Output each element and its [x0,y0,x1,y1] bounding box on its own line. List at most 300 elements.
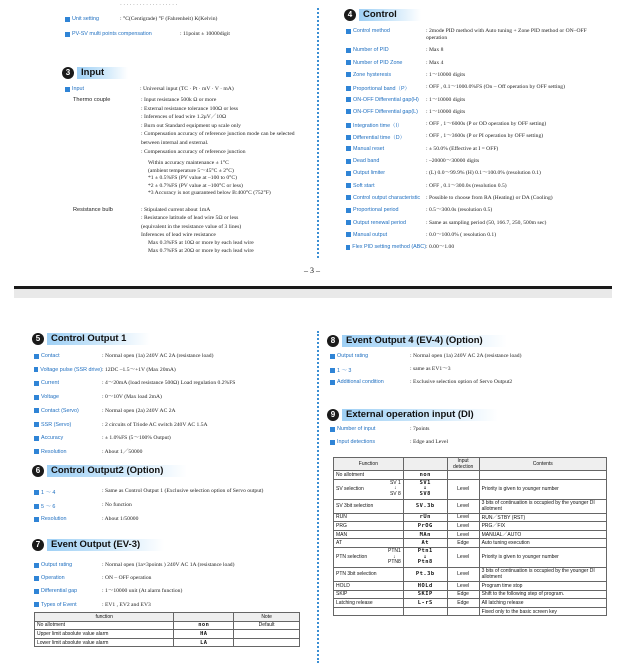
spec-value: : 4～20mA (load resistance 500Ω) Load regulation 0.2%FS [102,380,236,387]
spec-label-text: Current [41,380,59,387]
column-divider [317,8,319,258]
control-spec-row [346,109,465,116]
spec-page-4 [0,298,626,663]
function-cell: MAN [334,530,404,539]
spec-label [34,488,102,496]
table-row [334,499,607,513]
bullet-square-icon [34,589,39,594]
spec-label-text: Control output characteristic [353,194,421,201]
bullet-square-icon [34,354,39,359]
resistance-bulb-sub-line: Max 0.3%FS at 10Ω or more by each lead wire [148,240,254,246]
note-cell [234,630,300,639]
column-divider [317,331,319,663]
di-function-table: Function Input detection Contents No allotment non SV selection SV 1 ↓ SV 8 SV1 ↓ SV8 Level Priority is given to younger number SV 3bit selection SV.3b Level 3 bits of continuation is occupied by the younger DI allotment RUN rUn Level RUN／STBY (RST) PRG PrOG Level PRG／FIX MAN MAn Level MANUAL／AUTO AT At Edge Auto tuning execution PTN selection PTN1 ↓ PTN8 Ptn1 ↓ Ptn8 Level Priority is given to younger number PTN 3bit selection Pt.3b Level 3 bits of continuation is occupied by the younger DI allotment HOLD HOLd Level Program time stop SKIP SKIP Edge Shift to the following step of program. Latching release L-rS Edge All latching release Fixed only to the basic screen key [333,457,607,616]
display-code-cell: L-rS [403,599,447,608]
bullet-square-icon [330,380,335,385]
display-code-cell: rUn [403,513,447,522]
display-code-cell: SV.3b [403,499,447,513]
event-output-3-heading: 7 Event Output (EV-3) [32,538,164,551]
table-row [334,547,607,567]
function-cell: Latching release [334,599,404,608]
resistance-bulb-line: Inferences of lead wire resistance [141,232,216,239]
control-spec-row [346,220,546,227]
contents-cell: 3 bits of continuation is occupied by the younger DI allotment [479,567,606,581]
spec-label [330,439,410,445]
bullet-square-icon [34,367,38,372]
control-spec-row [346,28,587,42]
function-name: SV selection [336,486,364,493]
di-spec-row [330,426,429,433]
function-cell [334,547,404,567]
spec-label [34,449,102,455]
resistance-bulb-sub-line: Max 0.7%FS at 20Ω or more by each lead wire [148,248,254,254]
thermo-accuracy-line: Within accuracy maintenance ± 1°C [148,160,229,166]
bullet-square-icon [330,368,335,373]
spec-label-text: Integration time（I） [353,123,403,130]
spec-label-text: Output rating [337,353,369,359]
display-code-cell: Ptn1 ↓ Ptn8 [403,547,447,567]
contents-cell: Priority is given to younger number [479,479,606,499]
spec-value: : Edge and Level [410,439,449,445]
function-cell: Upper limit absolute value alarm [35,630,174,639]
bullet-square-icon [34,490,39,495]
spec-label-text: Dead band [353,158,380,164]
display-code-cell: non [403,471,447,480]
function-cell [334,607,404,616]
spec-label [34,502,102,510]
spec-label-text: Operation [41,575,65,582]
spec-label [346,109,426,115]
event-output-3-row [34,575,151,582]
spec-value: : 7points [410,426,430,432]
control-output-1-row [34,435,171,442]
spec-label [346,195,426,201]
spec-label-text: Differential time（D） [353,135,406,142]
detection-cell: Level [447,547,479,567]
thermo-accuracy-line: *2 ± 0.7%FS (PV value at –100°C or less) [148,182,243,189]
control-output-1-heading: 5 Control Output 1 [32,332,150,345]
table-row [334,539,607,548]
bullet-square-icon [34,381,39,386]
function-cell: PTN 3bit selection [334,567,404,581]
table-row [334,590,607,599]
bullet-square-icon [34,517,39,522]
spec-label [346,60,426,66]
spec-label [34,408,102,414]
spec-label-text: Number of PID Zone [353,59,403,66]
di-spec-row [330,439,448,446]
table-row [334,607,607,616]
control-spec-row [346,195,553,202]
spec-label-text: Control method [353,28,390,34]
spec-label [346,158,426,164]
function-cell: SV 3bit selection [334,499,404,513]
thermo-spec-line: : Input resistance 500k Ω or more [141,97,217,103]
spec-label-text: Voltage [41,394,59,401]
spec-label [346,47,426,53]
spec-label-text: Proportional band（P） [353,86,410,93]
spec-label-text: 1 ～ 4 [41,490,56,496]
spec-label [34,588,102,594]
bullet-square-icon [34,563,39,568]
control-output-1-row [34,367,176,374]
spec-label [346,121,426,129]
control-output-2-heading: 6 Control Output2 (Option) [32,464,187,477]
bullet-square-icon [346,245,350,250]
event-output-4-row [330,353,521,360]
spec-value: : 0.0～100.0% ( resolution 0.1) [426,231,497,238]
bullet-square-icon [346,29,351,34]
bullet-square-icon [34,408,39,413]
function-range: PTN1 ↓ PTN8 [388,548,401,566]
display-code-cell: SKIP [403,590,447,599]
spec-label [346,207,426,213]
contents-cell: Fixed only to the basic screen key [479,607,606,616]
control-output-1-row [34,380,235,387]
control-spec-row [346,72,465,79]
contents-cell: Priority is given to younger number [479,547,606,567]
function-cell: AT [334,539,404,548]
control-spec-row [346,121,546,129]
event-output-3-row [34,602,151,609]
control-output-1-row [34,394,162,401]
spec-value: : 2 circuits of Triode AC switch 240V AC 1.5A [102,421,208,428]
contents-cell [479,471,606,480]
bullet-square-icon [330,427,335,432]
detection-cell [447,471,479,480]
spec-value: : Max 4 [426,59,444,66]
spec-label-text: Manual output [353,231,388,238]
bullet-square-icon [34,395,39,400]
table-row [334,599,607,608]
bullet-square-icon [34,436,39,441]
bullet-square-icon [346,220,351,225]
bullet-square-icon [346,123,351,128]
spec-label [34,367,102,373]
spec-value: : Possible to choose from RA (Heating) or DA (Cooling) [426,194,553,201]
spec-label-text: Resolution [41,448,67,455]
spec-label-text: Output limiter [353,170,386,177]
spec-value: : EV1 , EV2 and EV3 [102,601,151,608]
spec-label [34,562,102,568]
bullet-square-icon [346,171,351,176]
unit-setting-row: Unit setting : °C(Centigrade) °F (Fahrenheit) K(Kelvin) [65,16,217,23]
detection-cell: Level [447,479,479,499]
control-spec-row [346,207,492,214]
spec-label-text: 5 ～ 6 [41,504,56,510]
control-output-2-row [34,516,138,523]
thermo-spec-line: : Burn out Standard equipment up scale only [141,122,241,129]
event-output-4-row [330,379,512,386]
spec-value: : (L) 0.0～99.9% (H) 0.1～100.0% (resolution 0.1) [426,170,541,177]
contents-cell: Shift to the following step of program. [479,590,606,599]
contents-cell: 3 bits of continuation is occupied by the younger DI allotment [479,499,606,513]
bullet-square-icon [346,146,351,151]
control-output-2-row [34,502,132,510]
table-row [334,522,607,531]
spec-page-3 [0,0,626,285]
control-spec-row [346,244,454,251]
thermo-spec-line: : Compensation accuracy of reference junction [141,148,246,155]
detection-cell: Level [447,567,479,581]
spec-label-text: Types of Event [41,601,77,608]
page-edge [14,286,612,289]
spec-value: : 1～10000 digits [426,71,466,78]
spec-label [34,602,102,608]
spec-label-text: Voltage pulse (SSR drive) [40,366,102,373]
spec-label [330,353,410,359]
spec-value: : Same as sampling period (50, 166.7, 250, 500m sec) [426,219,547,226]
spec-value: : OFF , 1～3600s (P or PI operation by OFF setting) [426,133,544,140]
spec-label [346,220,426,226]
contents-cell: All latching release [479,599,606,608]
spec-label-text: Flex PID setting method (ABC) [352,244,426,251]
display-code-cell: non [174,621,234,630]
display-code-cell: Pt.3b [403,567,447,581]
spec-label-text: Additional condition [337,379,384,386]
spec-label [34,516,102,522]
spec-label-text: Differential gap [41,588,78,595]
spec-label [346,244,426,250]
note-cell: Default [234,621,300,630]
spec-label-text: ON-OFF Differential gap(L) [353,108,418,115]
bullet-square-icon [346,183,351,188]
event-output-3-row [34,588,182,595]
detection-cell: Edge [447,590,479,599]
thermo-spec-line: : Compensation accuracy of reference junction mode can be selected [141,131,295,138]
spec-label [34,394,102,400]
thermo-couple-label: Thermo couple [73,97,111,103]
display-code-cell: At [403,539,447,548]
spec-value: : Normal open (1a) 240V AC 2A (resistance load) [410,353,522,359]
detection-cell: Level [447,522,479,531]
spec-value: : Normal open (1a×3points ) 240V AC 1A (resistance load) [102,562,235,568]
spec-label [346,183,426,189]
control-spec-row [346,183,507,190]
spec-label [346,28,426,34]
spec-value: : ± 1.0%FS (5～100% Output) [102,435,171,442]
bullet-square-icon [346,159,351,164]
spec-label-text: Output renewal period [353,219,407,226]
spec-label-text: Output rating [41,562,73,568]
spec-value: : Normal open (2a) 240V AC 2A [102,407,176,414]
contents-cell: Auto tuning execution [479,539,606,548]
spec-value: : Same as Control Output 1 (Exclusive selection option of Servo output) [102,488,264,494]
detection-cell: Level [447,581,479,590]
table-row [334,567,607,581]
control-spec-row [346,232,496,239]
spec-value: : About 1/50000 [102,516,139,522]
bullet-square-icon [346,232,351,237]
contents-cell: PRG／FIX [479,522,606,531]
control-spec-row [346,47,443,54]
input-row: Input : Universal input (TC · Pt · mV · V · mA) [65,86,234,93]
spec-label [34,575,102,581]
pv-sv-row: PV-SV multi points compensation : 11point ± 10000digit [65,31,230,38]
control-spec-row [346,170,541,177]
spec-label [346,97,426,103]
bullet-square-icon [346,60,351,65]
control-output-1-row [34,422,208,429]
thermo-accuracy-line: (ambient temperature 5～45°C ± 2°C) [148,167,234,174]
spec-value: : Exclusive selection option of Servo Output2 [410,379,513,386]
bullet-square-icon [330,354,335,359]
spec-value: : About 1／50000 [102,448,143,455]
spec-label [34,422,102,428]
resistance-bulb-line: : Resistance latitude of lead wire 5Ω or less [141,215,239,222]
spec-label-text: Input detections [337,439,376,445]
event-output-4-row [330,366,451,374]
control-spec-row [346,60,443,67]
spec-label-text: Soft start [353,182,375,189]
control-section-heading: 4 Control [344,8,421,21]
contents-cell: MANUAL／AUTO [479,530,606,539]
control-output-1-row [34,353,213,360]
thermo-spec-line: between internal and external. [141,140,209,146]
display-code-cell: HA [174,630,234,639]
table-row [35,638,300,647]
spec-value: : OFF , 0.1～1000.0%FS (On – Off operation by OFF setting) [426,84,565,91]
spec-value: : 1～10000 digits [426,96,466,103]
spec-label-text: 1 ～ 3 [337,368,352,375]
bullet-square-icon [346,135,351,140]
display-code-cell [403,607,447,616]
contents-cell: RUN／STBY (RST) [479,513,606,522]
table-row [334,479,607,499]
thermo-spec-line: : Inferences of lead wire 1.2μV／10Ω [141,114,227,121]
bullet-square-icon [34,422,39,427]
spec-label [34,380,102,386]
spec-label [346,232,426,238]
function-range: SV 1 ↓ SV 8 [389,479,401,497]
control-spec-row [346,146,498,153]
detection-cell: Edge [447,599,479,608]
table-row [334,581,607,590]
function-cell: PRG [334,522,404,531]
control-output-2-row [34,488,263,496]
spec-value: : Normal open (1a) 240V AC 2A (resistance load) [102,353,214,359]
spec-label-text: Contact (Servo) [41,407,79,414]
spec-value: : 0.5～300.0s (resolution 0.5) [426,207,493,214]
resistance-bulb-line: : Stipulated current about 1mA [141,207,211,213]
spec-label-text: Accuracy [41,435,64,442]
cut-off-line: · · · · · · · · · · · · · · · · · · [120,2,178,8]
display-code-cell: PrOG [403,522,447,531]
spec-label [330,379,410,385]
spec-label-text: SSR (Servo) [41,421,72,428]
di-heading: 9 External operation input (DI) [327,408,498,421]
spec-label-text: Resolution [41,516,67,522]
detection-cell: Edge [447,539,479,548]
table-row [334,471,607,480]
spec-value: : OFF , 0.1～300.0s (resolution 0.5) [426,182,507,189]
detection-cell: Level [447,513,479,522]
bullet-square-icon [346,72,351,77]
function-cell: Lower limit absolute value alarm [35,638,174,647]
function-cell [334,479,404,499]
control-spec-row [346,97,465,104]
event-function-table: function Note No allotment non Default Upper limit absolute value alarm HA Lower limit absolute value alarm LA [34,612,300,647]
bullet-square-icon [34,602,39,607]
spec-value: : No function [102,502,132,508]
spec-label-text: ON-OFF Differential gap(H) [353,96,419,103]
spec-value: : –20000～30000 digits [426,158,480,164]
note-cell [234,638,300,647]
function-name: PTN selection [336,554,368,561]
function-cell: No allotment [35,621,174,630]
spec-label [34,353,102,359]
page-number: – 3 – [304,266,320,275]
spec-value: : OFF , 1～6000s (P or OD operation by OFF setting) [426,121,547,128]
resistance-bulb-label: Resistance bulb [73,207,113,213]
bullet-square-icon [346,86,351,91]
spec-value: : Max 8 [426,47,444,54]
spec-value: : ON – OFF operation [102,575,152,582]
table-row [35,621,300,630]
spec-label [330,366,410,374]
function-cell: RUN [334,513,404,522]
bullet-square-icon [346,208,351,213]
thermo-accuracy-line: *3 Accuracy is not guaranteed below B:400°C (752°F) [148,190,271,197]
detection-cell [447,607,479,616]
spec-label [34,435,102,441]
spec-value: : ± 50.0% (Effective at I = OFF) [426,145,499,152]
thermo-accuracy-line: *1 ± 0.5%FS (PV value at –100 to 0°C) [148,175,237,182]
table-row [334,530,607,539]
spec-value: : 12DC –1.5～+1V (Max 20mA) [102,366,176,373]
bullet-square-icon [346,195,351,200]
function-cell: HOLD [334,581,404,590]
display-code-cell: LA [174,638,234,647]
control-spec-row [346,84,565,92]
spec-value: : same as EV1～3 [410,366,451,373]
bullet-square-icon [34,576,39,581]
spec-label-text: Proportional period [353,207,399,214]
input-section-heading: 3 Input [62,66,128,79]
detection-cell: Level [447,499,479,513]
spec-label-text: Number of PID [353,47,389,54]
control-output-1-row [34,449,142,456]
table-row [35,630,300,639]
bullet-square-icon [346,97,351,102]
bullet-square-icon [330,440,335,445]
spec-value: : 1～10000 digits [426,108,466,115]
function-cell: SKIP [334,590,404,599]
bullet-square-icon [34,449,39,454]
bullet-square-icon [34,504,39,509]
control-output-1-row [34,408,176,415]
spec-value: : 0～10V (Max load 2mA) [102,394,162,401]
table-row [334,513,607,522]
spec-label [346,84,426,92]
bullet-square-icon [346,48,351,53]
spec-label [346,170,426,176]
detection-cell: Level [447,530,479,539]
resistance-bulb-line: (equivalent in the resistance value of 3 lines) [141,223,242,230]
function-cell: No allotment [334,471,404,480]
spec-label-text: Number of input [337,426,376,432]
display-code-cell: HOLd [403,581,447,590]
display-code-cell: SV1 ↓ SV8 [403,479,447,499]
spec-label [346,72,426,78]
spec-label [346,146,426,152]
spec-label-text: Zone hysteresis [353,71,392,78]
spec-label [330,426,410,432]
spec-value: : 0.00～1.00 [426,244,455,251]
thermo-spec-line: : External resistance tolerance 100Ω or less [141,105,239,112]
display-code-cell: MAn [403,530,447,539]
control-spec-row [346,133,543,141]
